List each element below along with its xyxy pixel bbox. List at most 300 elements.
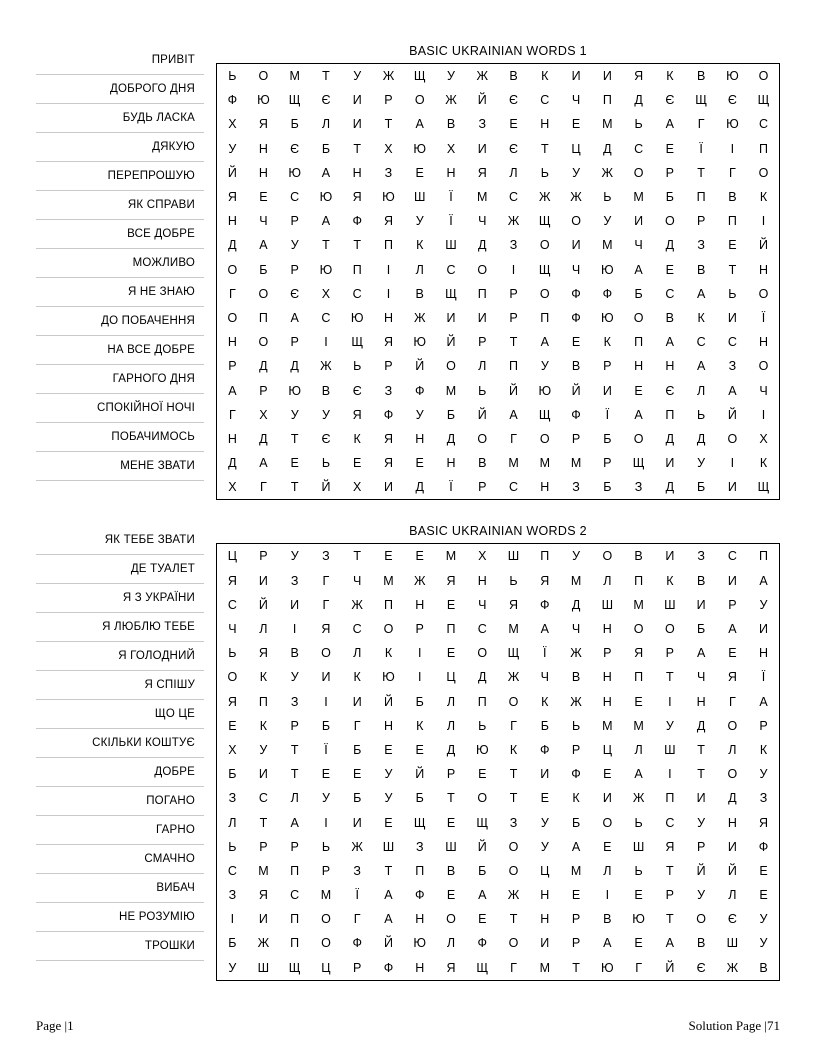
grid-cell[interactable]: Р [571, 431, 581, 446]
grid-cell[interactable]: Н [665, 359, 675, 374]
grid-cell[interactable]: Ш [413, 190, 426, 205]
grid-cell[interactable]: Ф [227, 93, 238, 108]
grid-cell[interactable]: О [321, 912, 331, 927]
grid-cell[interactable]: Ь [634, 815, 643, 830]
grid-cell[interactable]: У [572, 549, 581, 564]
grid-cell[interactable]: П [258, 694, 268, 709]
grid-cell[interactable]: У [759, 912, 768, 927]
word-list-item[interactable]: ПРИВІТ [36, 46, 204, 75]
grid-cell[interactable]: М [508, 456, 519, 471]
grid-cell[interactable]: О [696, 912, 706, 927]
grid-cell[interactable]: Д [478, 238, 487, 253]
grid-cell[interactable]: Е [259, 190, 268, 205]
grid-cell[interactable]: Щ [757, 480, 770, 495]
grid-cell[interactable]: И [571, 238, 581, 253]
grid-cell[interactable]: Р [571, 912, 581, 927]
grid-cell[interactable]: У [697, 456, 706, 471]
grid-cell[interactable]: А [540, 622, 549, 637]
word-list-item[interactable]: СМАЧНО [36, 845, 204, 874]
grid-cell[interactable]: М [570, 573, 582, 588]
grid-cell[interactable]: Е [728, 646, 737, 661]
grid-cell[interactable]: Р [571, 936, 581, 951]
grid-cell[interactable]: Ю [319, 262, 333, 277]
grid-cell[interactable]: Я [540, 573, 550, 588]
grid-cell[interactable]: Б [540, 718, 549, 733]
grid-cell[interactable]: П [477, 694, 487, 709]
grid-cell[interactable]: П [383, 238, 393, 253]
grid-cell[interactable]: О [727, 767, 738, 782]
grid-cell[interactable]: О [758, 165, 769, 180]
grid-cell[interactable]: И [665, 456, 675, 471]
grid-cell[interactable]: З [228, 888, 237, 903]
grid-cell[interactable]: К [572, 791, 580, 806]
grid-cell[interactable]: К [759, 456, 768, 471]
grid-cell[interactable]: Д [228, 238, 237, 253]
grid-cell[interactable]: О [477, 431, 488, 446]
grid-cell[interactable]: Й [383, 936, 393, 951]
grid-cell[interactable]: Ь [634, 863, 643, 878]
grid-cell[interactable]: К [259, 718, 268, 733]
grid-cell[interactable]: Ї [761, 310, 766, 325]
grid-cell[interactable]: К [416, 238, 424, 253]
grid-cell[interactable]: Т [384, 863, 393, 878]
grid-cell[interactable]: З [322, 549, 330, 564]
grid-cell[interactable]: Е [290, 456, 299, 471]
grid-cell[interactable]: Н [540, 912, 550, 927]
grid-cell[interactable]: У [540, 359, 549, 374]
grid-cell[interactable]: К [384, 646, 393, 661]
grid-cell[interactable]: Ю [475, 742, 489, 757]
grid-cell[interactable]: Т [697, 165, 705, 180]
grid-cell[interactable]: Н [227, 214, 237, 229]
grid-cell[interactable]: Я [352, 190, 362, 205]
grid-cell[interactable]: У [228, 141, 237, 156]
grid-cell[interactable]: Б [634, 286, 643, 301]
grid-cell[interactable]: І [668, 694, 672, 709]
grid-cell[interactable]: Ф [352, 936, 362, 951]
grid-cell[interactable]: К [541, 694, 549, 709]
grid-cell[interactable]: Р [290, 214, 299, 229]
grid-cell[interactable]: У [321, 791, 330, 806]
grid-cell[interactable]: Ї [449, 190, 453, 205]
grid-cell[interactable]: Ш [445, 238, 457, 253]
grid-cell[interactable]: Ж [445, 93, 457, 108]
grid-cell[interactable]: З [478, 117, 487, 132]
grid-cell[interactable]: Р [290, 335, 299, 350]
grid-cell[interactable]: А [259, 456, 268, 471]
word-list-item[interactable]: ПЕРЕПРОШУЮ [36, 162, 204, 191]
grid-cell[interactable]: Е [384, 549, 393, 564]
grid-cell[interactable]: Н [415, 912, 425, 927]
grid-cell[interactable]: Д [228, 456, 237, 471]
grid-cell[interactable]: Л [415, 262, 424, 277]
grid-cell[interactable]: Ї [699, 141, 703, 156]
grid-cell[interactable]: П [352, 262, 362, 277]
grid-cell[interactable]: Ф [571, 407, 581, 422]
grid-cell[interactable]: Я [258, 117, 268, 132]
grid-cell[interactable]: Ч [571, 622, 581, 637]
grid-cell[interactable]: К [697, 310, 705, 325]
grid-cell[interactable]: З [759, 791, 768, 806]
grid-cell[interactable]: Н [602, 670, 612, 685]
grid-cell[interactable]: Р [259, 549, 268, 564]
word-search-grid-2[interactable] [216, 543, 780, 980]
grid-cell[interactable]: З [697, 549, 705, 564]
grid-cell[interactable]: У [759, 936, 768, 951]
grid-cell[interactable]: Ю [413, 936, 427, 951]
grid-cell[interactable]: Р [384, 93, 393, 108]
grid-cell[interactable]: Й [696, 863, 706, 878]
grid-cell[interactable]: Ч [634, 238, 643, 253]
grid-cell[interactable]: И [696, 791, 706, 806]
grid-cell[interactable]: Й [415, 767, 425, 782]
grid-cell[interactable]: Ж [507, 670, 520, 685]
grid-cell[interactable]: Г [353, 718, 361, 733]
grid-cell[interactable]: В [728, 190, 737, 205]
grid-cell[interactable]: Е [509, 117, 518, 132]
grid-cell[interactable]: П [634, 573, 644, 588]
grid-cell[interactable]: І [417, 670, 422, 685]
grid-cell[interactable]: П [477, 286, 487, 301]
grid-cell[interactable]: У [415, 407, 424, 422]
grid-cell[interactable]: Х [228, 480, 237, 495]
grid-cell[interactable]: И [602, 791, 612, 806]
grid-cell[interactable]: Ф [571, 767, 581, 782]
grid-cell[interactable]: Щ [538, 262, 551, 277]
word-list-item[interactable]: МЕНЕ ЗВАТИ [36, 452, 204, 481]
grid-cell[interactable]: И [258, 912, 268, 927]
grid-cell[interactable]: В [696, 69, 706, 84]
grid-cell[interactable]: Г [635, 960, 642, 975]
grid-cell[interactable]: З [634, 480, 643, 495]
grid-cell[interactable]: А [384, 912, 393, 927]
grid-cell[interactable]: Н [383, 718, 393, 733]
grid-cell[interactable]: И [383, 480, 393, 495]
grid-cell[interactable]: З [697, 238, 705, 253]
grid-cell[interactable]: Є [321, 93, 331, 108]
grid-cell[interactable]: А [759, 694, 768, 709]
grid-cell[interactable]: И [477, 141, 487, 156]
grid-cell[interactable]: Б [478, 863, 487, 878]
grid-cell[interactable]: О [664, 622, 675, 637]
grid-cell[interactable]: И [727, 573, 737, 588]
grid-cell[interactable]: Р [478, 480, 487, 495]
grid-cell[interactable]: Е [415, 549, 424, 564]
grid-cell[interactable]: К [353, 431, 361, 446]
grid-cell[interactable]: Л [634, 742, 643, 757]
grid-cell[interactable]: Р [603, 456, 612, 471]
grid-cell[interactable]: Я [383, 335, 393, 350]
grid-cell[interactable]: В [571, 359, 581, 374]
word-list-item[interactable]: ДО ПОБАЧЕННЯ [36, 307, 204, 336]
grid-cell[interactable]: И [727, 480, 737, 495]
grid-cell[interactable]: Р [384, 359, 393, 374]
grid-cell[interactable]: К [353, 670, 361, 685]
grid-cell[interactable]: Р [290, 839, 299, 854]
grid-cell[interactable]: М [320, 888, 332, 903]
grid-cell[interactable]: Т [290, 767, 299, 782]
grid-cell[interactable]: С [509, 480, 519, 495]
grid-cell[interactable]: Г [322, 597, 330, 612]
grid-cell[interactable]: Г [510, 431, 517, 446]
grid-cell[interactable]: В [446, 863, 456, 878]
grid-cell[interactable]: Е [728, 238, 737, 253]
grid-cell[interactable]: Ю [288, 165, 301, 180]
grid-cell[interactable]: С [446, 262, 456, 277]
grid-cell[interactable]: П [290, 912, 300, 927]
grid-cell[interactable]: П [258, 310, 268, 325]
word-list-item[interactable]: ДЕ ТУАЛЕТ [36, 555, 204, 584]
grid-cell[interactable]: Н [258, 165, 268, 180]
grid-cell[interactable]: М [539, 456, 550, 471]
grid-cell[interactable]: О [664, 214, 675, 229]
grid-cell[interactable]: Щ [288, 93, 301, 108]
grid-cell[interactable]: П [727, 214, 737, 229]
grid-cell[interactable]: Л [728, 742, 737, 757]
grid-cell[interactable]: Є [352, 383, 362, 398]
grid-cell[interactable]: Л [446, 718, 456, 733]
grid-cell[interactable]: Г [510, 960, 517, 975]
grid-cell[interactable]: М [570, 456, 582, 471]
grid-cell[interactable]: Т [540, 141, 549, 156]
grid-cell[interactable]: С [258, 791, 268, 806]
grid-cell[interactable]: Е [665, 141, 675, 156]
grid-cell[interactable]: Т [697, 742, 705, 757]
grid-cell[interactable]: А [321, 214, 331, 229]
grid-cell[interactable]: Ф [352, 214, 362, 229]
grid-cell[interactable]: Ж [570, 190, 582, 205]
grid-cell[interactable]: Й [509, 383, 519, 398]
grid-cell[interactable]: Я [634, 69, 644, 84]
grid-cell[interactable]: Р [321, 863, 331, 878]
grid-cell[interactable]: Р [290, 262, 299, 277]
grid-cell[interactable]: Ч [478, 214, 487, 229]
grid-cell[interactable]: О [227, 310, 238, 325]
grid-cell[interactable]: Л [509, 165, 518, 180]
grid-cell[interactable]: И [352, 117, 362, 132]
grid-cell[interactable]: Ж [570, 646, 582, 661]
grid-cell[interactable]: Н [415, 960, 425, 975]
word-list-item[interactable]: НЕ РОЗУМІЮ [36, 903, 204, 932]
grid-cell[interactable]: Л [728, 888, 737, 903]
grid-cell[interactable]: Ц [540, 863, 550, 878]
grid-cell[interactable]: Ж [351, 839, 363, 854]
grid-cell[interactable]: У [353, 69, 362, 84]
grid-cell[interactable]: Ч [478, 597, 487, 612]
grid-cell[interactable]: И [540, 767, 550, 782]
grid-cell[interactable]: Х [353, 480, 362, 495]
grid-cell[interactable]: Л [697, 383, 706, 398]
grid-cell[interactable]: Ь [728, 286, 737, 301]
word-list-item[interactable]: СКІЛЬКИ КОШТУЄ [36, 729, 204, 758]
grid-cell[interactable]: Х [259, 407, 268, 422]
grid-cell[interactable]: О [633, 431, 644, 446]
grid-cell[interactable]: З [228, 791, 237, 806]
grid-cell[interactable]: О [258, 286, 269, 301]
grid-cell[interactable]: Б [353, 742, 362, 757]
grid-cell[interactable]: Т [384, 117, 393, 132]
grid-cell[interactable]: Е [384, 815, 393, 830]
grid-cell[interactable]: Д [446, 431, 456, 446]
grid-cell[interactable]: Т [697, 767, 705, 782]
grid-cell[interactable]: И [634, 214, 644, 229]
grid-cell[interactable]: О [227, 262, 238, 277]
grid-cell[interactable]: Т [728, 262, 737, 277]
grid-cell[interactable]: Я [509, 597, 519, 612]
word-list-item[interactable]: ГАРНОГО ДНЯ [36, 365, 204, 394]
grid-cell[interactable]: Ж [476, 69, 489, 84]
grid-cell[interactable]: Ї [449, 214, 453, 229]
grid-cell[interactable]: У [447, 69, 455, 84]
grid-cell[interactable]: Р [446, 767, 456, 782]
grid-cell[interactable]: Ю [601, 960, 614, 975]
grid-cell[interactable]: Ь [478, 718, 487, 733]
grid-cell[interactable]: Щ [445, 286, 457, 301]
grid-cell[interactable]: В [321, 383, 331, 398]
word-list-item[interactable]: ВСЕ ДОБРЕ [36, 220, 204, 249]
grid-cell[interactable]: Ч [571, 93, 581, 108]
grid-cell[interactable]: П [665, 791, 675, 806]
grid-cell[interactable]: Р [509, 310, 518, 325]
grid-cell[interactable]: Ю [413, 335, 427, 350]
grid-cell[interactable]: Е [571, 888, 581, 903]
grid-cell[interactable]: Х [478, 549, 487, 564]
grid-cell[interactable]: С [290, 190, 300, 205]
grid-cell[interactable]: Х [446, 141, 456, 156]
grid-cell[interactable]: Ж [726, 960, 739, 975]
grid-cell[interactable]: Д [634, 93, 643, 108]
grid-cell[interactable]: А [696, 646, 706, 661]
grid-cell[interactable]: А [509, 407, 518, 422]
grid-cell[interactable]: Й [477, 839, 487, 854]
grid-cell[interactable]: Ю [726, 117, 739, 132]
grid-cell[interactable]: А [540, 335, 549, 350]
grid-cell[interactable]: Е [571, 335, 581, 350]
grid-cell[interactable]: П [509, 359, 519, 374]
grid-cell[interactable]: М [445, 383, 457, 398]
grid-cell[interactable]: Д [665, 431, 675, 446]
grid-cell[interactable]: Н [415, 431, 425, 446]
grid-cell[interactable]: П [383, 597, 393, 612]
grid-cell[interactable]: О [633, 310, 644, 325]
grid-cell[interactable]: Б [321, 718, 331, 733]
grid-cell[interactable]: Т [666, 863, 674, 878]
grid-cell[interactable]: С [665, 286, 675, 301]
grid-cell[interactable]: Е [603, 839, 612, 854]
grid-cell[interactable]: У [290, 549, 299, 564]
grid-cell[interactable]: Ж [601, 165, 614, 180]
grid-cell[interactable]: П [290, 936, 300, 951]
grid-cell[interactable]: А [665, 936, 675, 951]
grid-cell[interactable]: Я [727, 670, 737, 685]
grid-cell[interactable]: Ф [571, 286, 581, 301]
grid-cell[interactable]: О [539, 431, 550, 446]
grid-cell[interactable]: Й [415, 359, 425, 374]
grid-cell[interactable]: І [324, 694, 328, 709]
grid-cell[interactable]: Ц [571, 141, 581, 156]
grid-cell[interactable]: У [415, 214, 424, 229]
grid-cell[interactable]: Ф [571, 310, 581, 325]
grid-cell[interactable]: Е [446, 815, 456, 830]
grid-cell[interactable]: Б [290, 117, 299, 132]
grid-cell[interactable]: Т [509, 791, 518, 806]
grid-cell[interactable]: Н [352, 165, 362, 180]
grid-cell[interactable]: О [414, 93, 425, 108]
grid-cell[interactable]: І [324, 335, 328, 350]
grid-cell[interactable]: И [258, 573, 268, 588]
grid-cell[interactable]: С [540, 93, 550, 108]
grid-cell[interactable]: Р [603, 646, 612, 661]
word-list-item[interactable]: ДОБРОГО ДНЯ [36, 75, 204, 104]
grid-cell[interactable]: И [352, 815, 362, 830]
grid-cell[interactable]: Л [603, 573, 612, 588]
grid-cell[interactable]: І [730, 456, 735, 471]
grid-cell[interactable]: Б [353, 791, 362, 806]
grid-cell[interactable]: Б [228, 936, 237, 951]
grid-cell[interactable]: І [230, 912, 235, 927]
grid-cell[interactable]: І [761, 214, 766, 229]
grid-cell[interactable]: В [415, 286, 424, 301]
grid-cell[interactable]: Ь [228, 69, 237, 84]
grid-cell[interactable]: Т [290, 480, 299, 495]
grid-cell[interactable]: Ж [413, 573, 426, 588]
grid-cell[interactable]: И [258, 767, 268, 782]
grid-cell[interactable]: Щ [476, 815, 489, 830]
grid-cell[interactable]: Л [353, 646, 362, 661]
word-list-item[interactable]: ЯК СПРАВИ [36, 191, 204, 220]
grid-cell[interactable]: Ш [664, 597, 676, 612]
grid-cell[interactable]: Ш [382, 839, 395, 854]
grid-cell[interactable]: Ш [257, 960, 270, 975]
grid-cell[interactable]: Й [446, 335, 456, 350]
word-list-item[interactable]: ДЯКУЮ [36, 133, 204, 162]
grid-cell[interactable]: Г [728, 165, 736, 180]
grid-cell[interactable]: Р [509, 286, 518, 301]
grid-cell[interactable]: Д [728, 791, 737, 806]
grid-cell[interactable]: И [477, 310, 487, 325]
grid-cell[interactable]: І [292, 622, 297, 637]
grid-cell[interactable]: Я [446, 960, 456, 975]
grid-cell[interactable]: И [352, 694, 362, 709]
grid-cell[interactable]: С [727, 549, 737, 564]
grid-cell[interactable]: К [666, 573, 674, 588]
grid-cell[interactable]: Е [478, 912, 487, 927]
grid-cell[interactable]: Я [758, 815, 769, 830]
grid-cell[interactable]: Ф [414, 888, 425, 903]
grid-cell[interactable]: И [602, 69, 612, 84]
grid-cell[interactable]: Р [603, 359, 612, 374]
grid-cell[interactable]: Н [540, 888, 550, 903]
grid-cell[interactable]: Ш [726, 936, 739, 951]
grid-cell[interactable]: А [696, 359, 706, 374]
grid-cell[interactable]: Р [665, 888, 675, 903]
grid-cell[interactable]: Ж [257, 936, 270, 951]
grid-cell[interactable]: Р [696, 839, 706, 854]
grid-cell[interactable]: Р [415, 622, 424, 637]
grid-cell[interactable]: Е [759, 863, 768, 878]
grid-cell[interactable]: Е [415, 742, 424, 757]
grid-cell[interactable]: Ц [321, 960, 331, 975]
grid-cell[interactable]: А [259, 238, 268, 253]
grid-cell[interactable]: Я [321, 622, 331, 637]
grid-cell[interactable]: Г [322, 573, 330, 588]
grid-cell[interactable]: И [727, 310, 737, 325]
grid-cell[interactable]: Д [696, 718, 706, 733]
grid-cell[interactable]: Б [415, 694, 424, 709]
grid-cell[interactable]: Щ [351, 335, 364, 350]
grid-cell[interactable]: Т [447, 791, 455, 806]
grid-cell[interactable]: С [665, 815, 675, 830]
